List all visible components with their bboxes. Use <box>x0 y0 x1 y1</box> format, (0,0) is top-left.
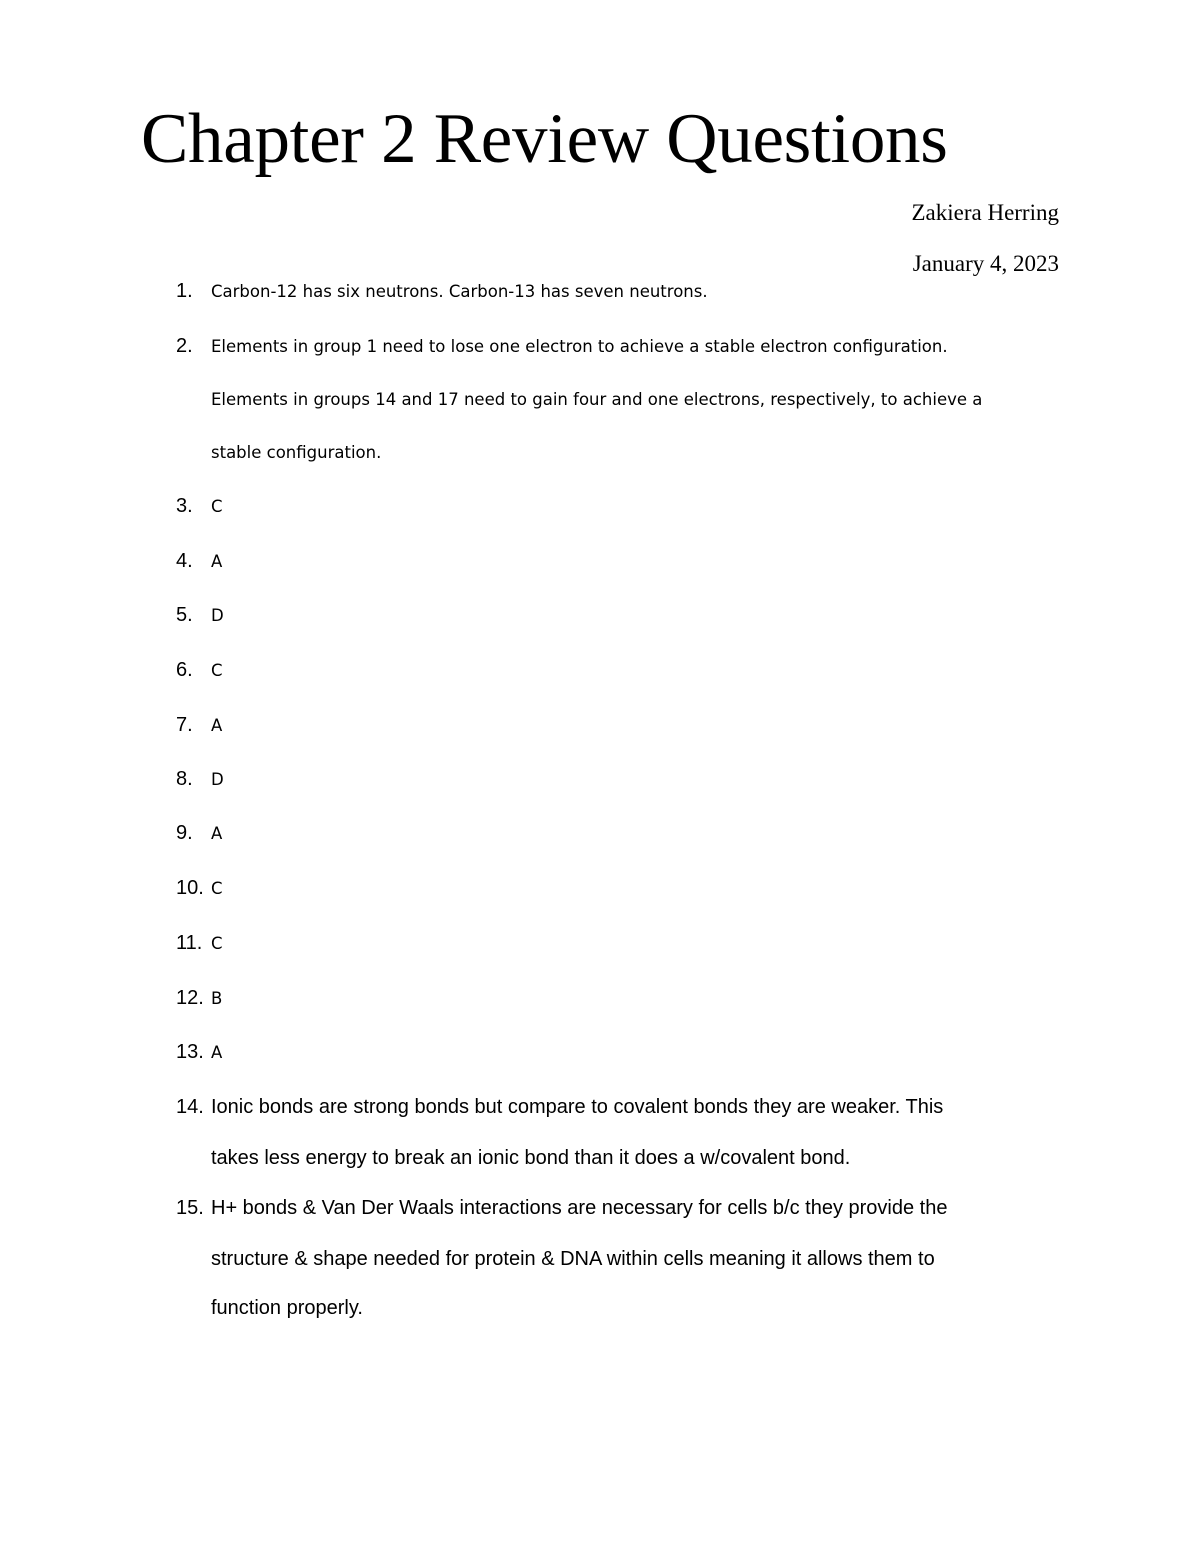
author-name: Zakiera Herring <box>911 200 1059 225</box>
text-line: C <box>211 934 223 953</box>
text-line: A <box>211 716 223 735</box>
item-number: 7. <box>176 714 193 736</box>
document-date: January 4, 2023 <box>912 251 1059 276</box>
text-line: D <box>211 770 224 789</box>
item-number: 4. <box>176 550 193 572</box>
text-line: takes less energy to break an ionic bond than it does a w/covalent bond. <box>211 1147 851 1169</box>
item-number: 1. <box>176 280 193 302</box>
item-number: 10. <box>176 877 204 899</box>
text-line: C <box>211 497 223 516</box>
item-number: 12. <box>176 987 204 1009</box>
text-line: Elements in group 1 need to lose one electron to achieve a stable electron configuration. <box>211 337 948 356</box>
text-line: Carbon-12 has six neutrons. Carbon-13 has seven neutrons. <box>211 282 708 301</box>
item-number: 11. <box>176 932 203 954</box>
text-line: structure & shape needed for protein & DNA within cells meaning it allows them to <box>211 1248 935 1270</box>
text-line: Ionic bonds are strong bonds but compare to covalent bonds they are weaker. This <box>211 1096 944 1118</box>
text-line: A <box>211 552 223 571</box>
item-number: 2. <box>176 335 193 357</box>
text-line: A <box>211 824 223 843</box>
text-line: A <box>211 1043 223 1062</box>
item-number: 15. <box>176 1197 204 1219</box>
text-line: B <box>211 989 223 1008</box>
item-number: 13. <box>176 1041 204 1063</box>
text-line: H+ bonds & Van Der Waals interactions are necessary for cells b/c they provide the <box>211 1197 948 1219</box>
item-number: 6. <box>176 659 193 681</box>
item-number: 3. <box>176 495 193 517</box>
text-line: stable configuration. <box>211 443 382 462</box>
document-title: Chapter 2 Review Questions <box>141 100 948 178</box>
text-line: Elements in groups 14 and 17 need to gain four and one electrons, respectively, to achieve a <box>211 390 983 409</box>
item-number: 9. <box>176 822 193 844</box>
text-line: function properly. <box>211 1297 363 1319</box>
item-number: 14. <box>176 1096 204 1118</box>
text-line: C <box>211 661 223 680</box>
item-number: 5. <box>176 604 193 626</box>
text-line: D <box>211 606 224 625</box>
text-line: C <box>211 879 223 898</box>
item-number: 8. <box>176 768 193 790</box>
